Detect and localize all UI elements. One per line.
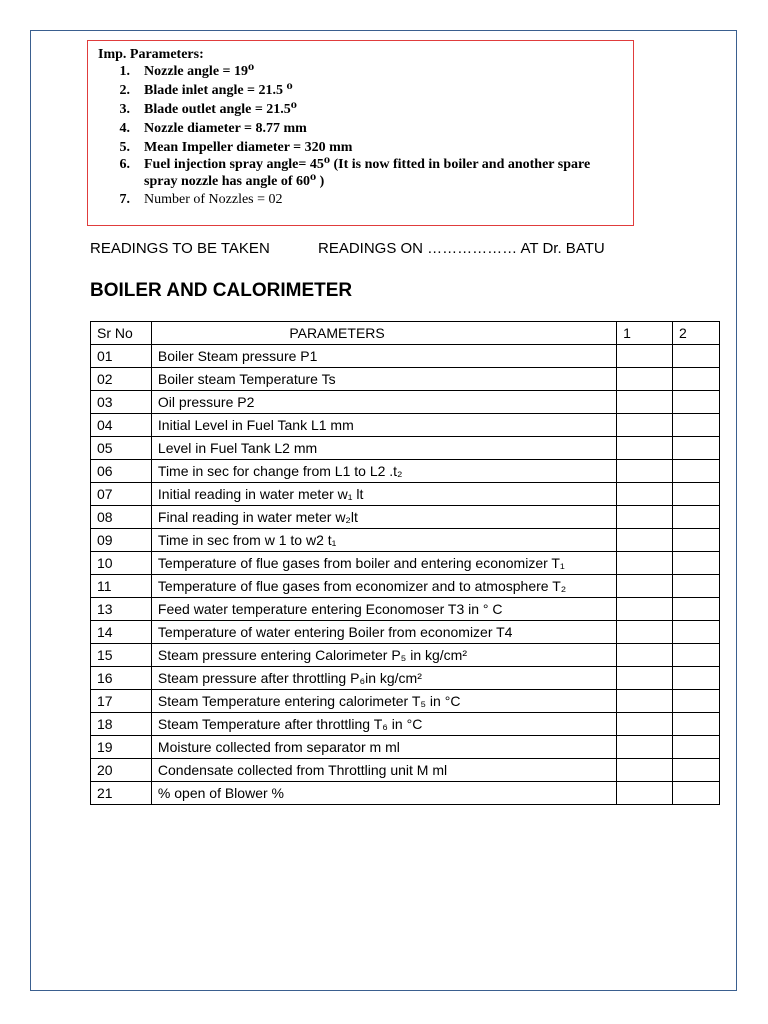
- parameter-cell: Boiler steam Temperature Ts: [151, 368, 616, 391]
- table-row: [91, 598, 720, 621]
- parameter-text: Nozzle angle = 19⁰: [144, 64, 255, 79]
- sr-no-cell: 15: [91, 644, 152, 667]
- table-row: [91, 437, 720, 460]
- sr-no-cell: 11: [91, 575, 152, 598]
- reading-2-cell[interactable]: [673, 713, 720, 736]
- parameter-number: 4.: [119, 121, 130, 136]
- reading-1-cell[interactable]: [617, 368, 673, 391]
- reading-1-cell[interactable]: [617, 713, 673, 736]
- parameter-cell: Level in Fuel Tank L2 mm: [151, 437, 616, 460]
- reading-1-cell[interactable]: [617, 644, 673, 667]
- reading-1-cell[interactable]: [617, 506, 673, 529]
- reading-2-cell[interactable]: [673, 368, 720, 391]
- header-reading-2: 2: [673, 322, 720, 345]
- table-row: [91, 483, 720, 506]
- table-row: [91, 782, 720, 805]
- sr-no-cell: 17: [91, 690, 152, 713]
- parameter-cell: Oil pressure P2: [151, 391, 616, 414]
- reading-2-cell[interactable]: [673, 506, 720, 529]
- reading-2-cell[interactable]: [673, 575, 720, 598]
- readings-table: [90, 321, 720, 805]
- parameter-text: Number of Nozzles = 02: [144, 192, 283, 207]
- reading-1-cell[interactable]: [617, 460, 673, 483]
- parameter-cell: Temperature of water entering Boiler from economizer T4: [151, 621, 616, 644]
- parameter-text: Blade inlet angle = 21.5 ⁰: [144, 83, 293, 98]
- reading-1-cell[interactable]: [617, 414, 673, 437]
- reading-1-cell[interactable]: [617, 690, 673, 713]
- reading-2-cell[interactable]: [673, 529, 720, 552]
- reading-2-cell[interactable]: [673, 736, 720, 759]
- readings-to-be-taken-label: READINGS TO BE TAKEN: [90, 240, 270, 257]
- table-row: [91, 575, 720, 598]
- table-row: [91, 460, 720, 483]
- parameters-title: Imp. Parameters:: [98, 47, 204, 62]
- section-title: BOILER AND CALORIMETER: [90, 280, 353, 301]
- sr-no-cell: 07: [91, 483, 152, 506]
- table-row: [91, 414, 720, 437]
- parameter-cell: Feed water temperature entering Economoser T3 in ° C: [151, 598, 616, 621]
- sr-no-cell: 01: [91, 345, 152, 368]
- parameter-cell: Temperature of flue gases from boiler and entering economizer T₁: [151, 552, 616, 575]
- header-parameters: PARAMETERS: [151, 322, 616, 345]
- parameter-number: 7.: [119, 192, 130, 207]
- parameter-cell: Moisture collected from separator m ml: [151, 736, 616, 759]
- reading-2-cell[interactable]: [673, 414, 720, 437]
- table-row: [91, 667, 720, 690]
- table-row: [91, 621, 720, 644]
- reading-2-cell[interactable]: [673, 690, 720, 713]
- parameter-cell: Steam pressure after throttling P₆in kg/cm²: [151, 667, 616, 690]
- parameter-cell: Initial reading in water meter w₁ lt: [151, 483, 616, 506]
- header-sr-no: Sr No: [91, 322, 152, 345]
- parameter-cell: Initial Level in Fuel Tank L1 mm: [151, 414, 616, 437]
- parameter-cell: % open of Blower %: [151, 782, 616, 805]
- sr-no-cell: 21: [91, 782, 152, 805]
- parameter-cell: Time in sec from w 1 to w2 t₁: [151, 529, 616, 552]
- parameter-cell: Condensate collected from Throttling unit M ml: [151, 759, 616, 782]
- reading-2-cell[interactable]: [673, 644, 720, 667]
- sr-no-cell: 13: [91, 598, 152, 621]
- parameter-cell: Temperature of flue gases from economizer and to atmosphere T₂: [151, 575, 616, 598]
- reading-1-cell[interactable]: [617, 736, 673, 759]
- sr-no-cell: 14: [91, 621, 152, 644]
- parameter-number: 5.: [119, 140, 130, 155]
- parameter-number: 6.: [119, 157, 130, 172]
- reading-2-cell[interactable]: [673, 437, 720, 460]
- reading-1-cell[interactable]: [617, 437, 673, 460]
- table-row: [91, 391, 720, 414]
- parameter-number: 3.: [119, 102, 130, 117]
- parameter-cell: Time in sec for change from L1 to L2 .t₂: [151, 460, 616, 483]
- parameter-cell: Steam pressure entering Calorimeter P₅ in kg/cm²: [151, 644, 616, 667]
- parameter-cell: Final reading in water meter w₂lt: [151, 506, 616, 529]
- parameter-text: Fuel injection spray angle= 45⁰ (It is now fitted in boiler and another spare spray nozzle has angle of 60⁰ ): [144, 157, 591, 189]
- sr-no-cell: 16: [91, 667, 152, 690]
- table-row: [91, 736, 720, 759]
- reading-2-cell[interactable]: [673, 621, 720, 644]
- reading-1-cell[interactable]: [617, 759, 673, 782]
- reading-2-cell[interactable]: [673, 483, 720, 506]
- table-row: [91, 368, 720, 391]
- reading-1-cell[interactable]: [617, 345, 673, 368]
- header-reading-1: 1: [617, 322, 673, 345]
- reading-2-cell[interactable]: [673, 345, 720, 368]
- reading-1-cell[interactable]: [617, 782, 673, 805]
- parameter-text: Blade outlet angle = 21.5⁰: [144, 102, 297, 117]
- sr-no-cell: 20: [91, 759, 152, 782]
- parameter-cell: Steam Temperature after throttling T₆ in °C: [151, 713, 616, 736]
- parameter-text: Nozzle diameter = 8.77 mm: [144, 121, 307, 136]
- readings-on-label: READINGS ON ……………… AT Dr. BATU: [318, 240, 605, 257]
- reading-1-cell[interactable]: [617, 598, 673, 621]
- table-row: [91, 690, 720, 713]
- reading-2-cell[interactable]: [673, 460, 720, 483]
- sr-no-cell: 05: [91, 437, 152, 460]
- reading-2-cell[interactable]: [673, 667, 720, 690]
- table-row: [91, 713, 720, 736]
- reading-2-cell[interactable]: [673, 391, 720, 414]
- sr-no-cell: 18: [91, 713, 152, 736]
- table-row: [91, 345, 720, 368]
- table-row: [91, 529, 720, 552]
- reading-2-cell[interactable]: [673, 598, 720, 621]
- reading-1-cell[interactable]: [617, 483, 673, 506]
- table-row: [91, 552, 720, 575]
- reading-1-cell[interactable]: [617, 621, 673, 644]
- sr-no-cell: 19: [91, 736, 152, 759]
- reading-1-cell[interactable]: [617, 391, 673, 414]
- table-row: [91, 644, 720, 667]
- reading-1-cell[interactable]: [617, 575, 673, 598]
- table-header-row: [91, 322, 720, 345]
- sr-no-cell: 02: [91, 368, 152, 391]
- parameter-number: 2.: [119, 83, 130, 98]
- reading-1-cell[interactable]: [617, 667, 673, 690]
- parameter-number: 1.: [119, 64, 130, 79]
- reading-1-cell[interactable]: [617, 529, 673, 552]
- parameter-cell: Steam Temperature entering calorimeter T₅ in °C: [151, 690, 616, 713]
- important-parameters-box: [87, 40, 634, 226]
- sr-no-cell: 03: [91, 391, 152, 414]
- sr-no-cell: 04: [91, 414, 152, 437]
- reading-2-cell[interactable]: [673, 552, 720, 575]
- reading-2-cell[interactable]: [673, 759, 720, 782]
- sr-no-cell: 10: [91, 552, 152, 575]
- reading-1-cell[interactable]: [617, 552, 673, 575]
- parameter-cell: Boiler Steam pressure P1: [151, 345, 616, 368]
- sr-no-cell: 08: [91, 506, 152, 529]
- parameter-text: Mean Impeller diameter = 320 mm: [144, 140, 353, 155]
- sr-no-cell: 09: [91, 529, 152, 552]
- table-row: [91, 506, 720, 529]
- reading-2-cell[interactable]: [673, 782, 720, 805]
- table-row: [91, 759, 720, 782]
- sr-no-cell: 06: [91, 460, 152, 483]
